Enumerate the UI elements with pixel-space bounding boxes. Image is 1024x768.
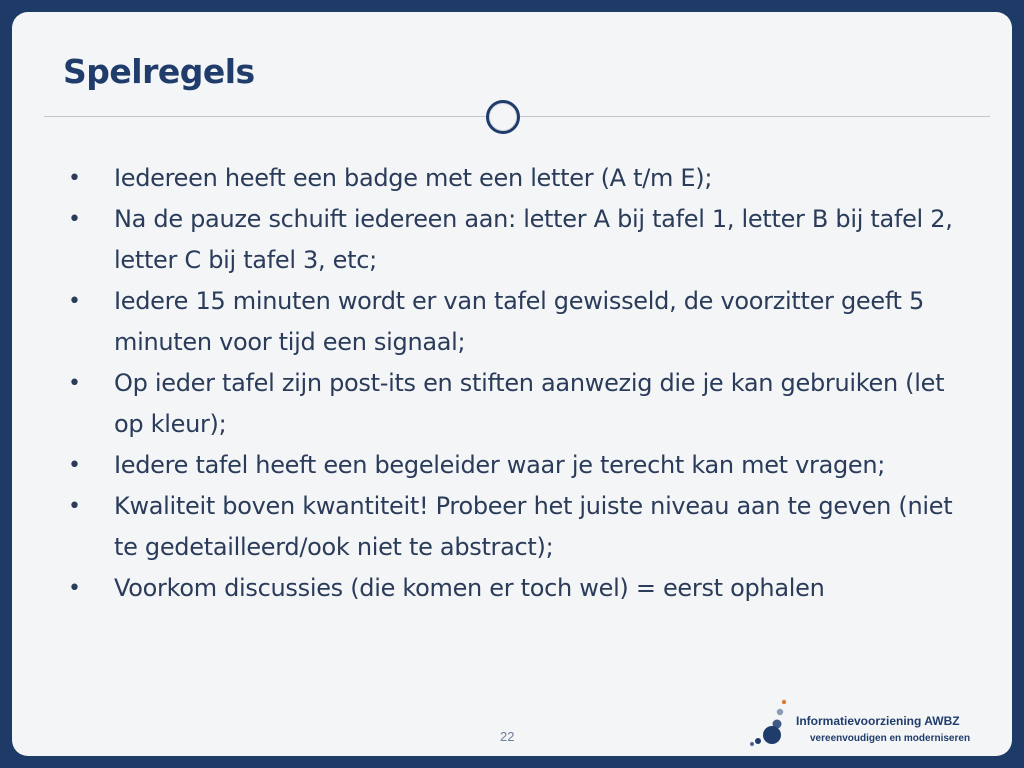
bullet-item xyxy=(68,486,968,568)
bullet-item xyxy=(68,363,968,445)
bullet-mark: • xyxy=(68,207,81,232)
bullet-text: Kwaliteit boven kwantiteit! Probeer het juiste niveau aan te geven (niet te gedetailleerd/ook niet te abstract); xyxy=(114,492,953,561)
bullet-mark: • xyxy=(68,289,81,314)
bullet-item xyxy=(68,568,968,609)
bullet-mark: • xyxy=(68,576,81,601)
bullet-item xyxy=(68,158,968,199)
bullet-list xyxy=(68,158,968,609)
bullet-item xyxy=(68,445,968,486)
bullet-text: Na de pauze schuift iedereen aan: letter A bij tafel 1, letter B bij tafel 2, letter C bij tafel 3, etc; xyxy=(114,205,953,274)
bullet-text: Iedere 15 minuten wordt er van tafel gewisseld, de voorzitter geeft 5 minuten voor tijd een signaal; xyxy=(114,287,924,356)
bullet-item xyxy=(68,199,968,281)
bullet-text: Voorkom discussies (die komen er toch wel) = eerst ophalen xyxy=(114,574,825,602)
slide-title: Spelregels xyxy=(63,52,255,91)
bullet-text: Op ieder tafel zijn post-its en stiften aanwezig die je kan gebruiken (let op kleur); xyxy=(114,369,945,438)
divider-circle-ornament xyxy=(486,100,520,134)
bullet-mark: • xyxy=(68,166,81,191)
logo-subtitle: vereenvoudigen en moderniseren xyxy=(810,733,971,744)
logo-dots-icon xyxy=(732,696,802,756)
bullet-item xyxy=(68,281,968,363)
bullet-mark: • xyxy=(68,453,81,478)
bullet-text: Iedereen heeft een badge met een letter (A t/m E); xyxy=(114,164,713,192)
bullet-text: Iedere tafel heeft een begeleider waar je terecht kan met vragen; xyxy=(114,451,886,479)
page-number: 22 xyxy=(500,729,515,744)
bullet-mark: • xyxy=(68,371,81,396)
logo-title: Informatievoorziening AWBZ xyxy=(796,714,960,728)
logo xyxy=(732,696,1012,756)
bullet-mark: • xyxy=(68,494,81,519)
slide xyxy=(12,12,1012,756)
